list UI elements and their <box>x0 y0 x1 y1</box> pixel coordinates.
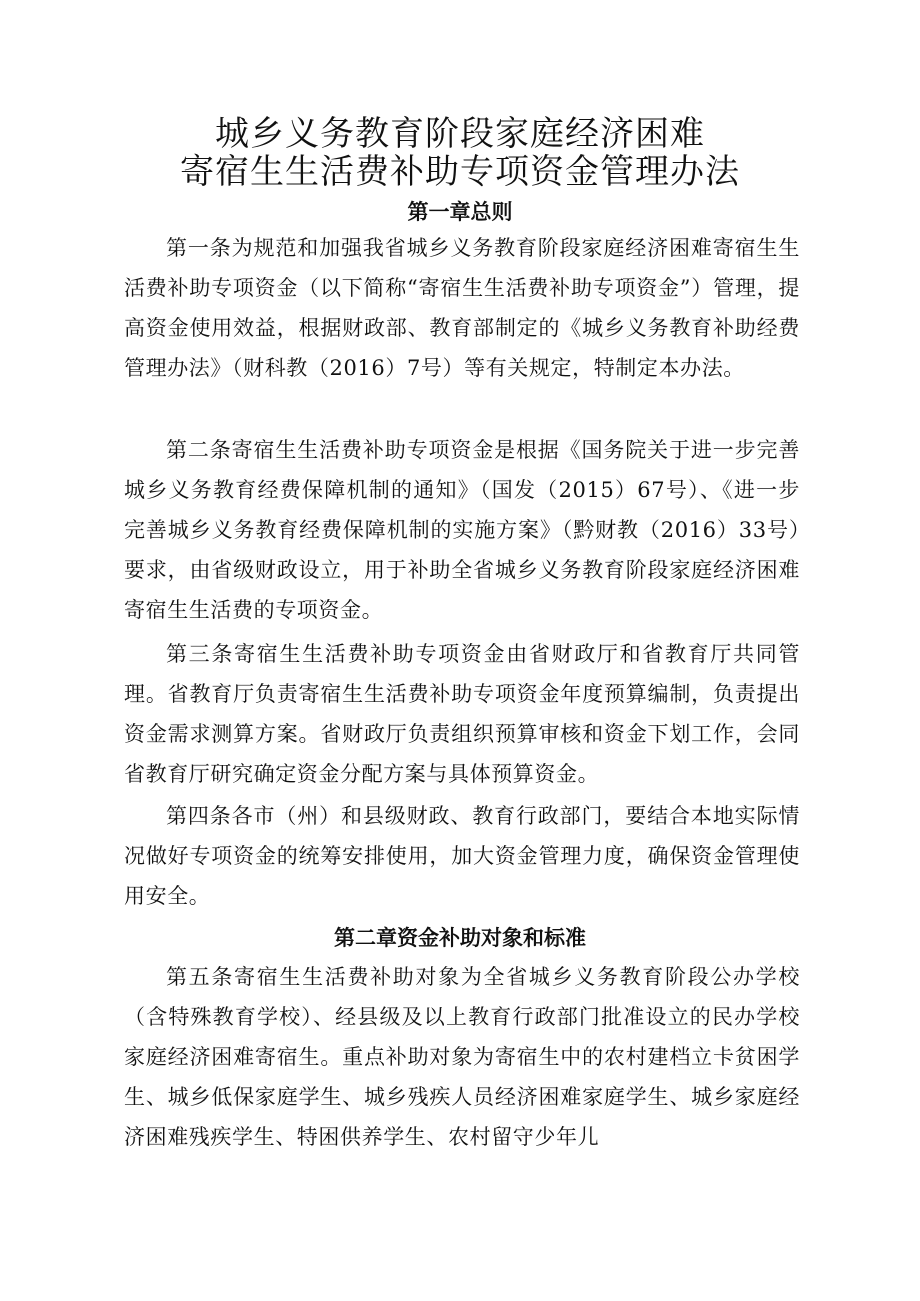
article-paragraph-3: 第三条寄宿生生活费补助专项资金由省财政厅和省教育厅共同管理。省教育厅负责寄宿生生活费补助专项资金年度预算编制，负责提出资金需求测算方案。省财政厅负责组织预算审核和资金下划工作，会同省教育厅研究确定资金分配方案与具体预算资金。 <box>124 642 800 786</box>
chapter-heading-1: 第一章总则 <box>407 200 513 224</box>
document-title-line2: 寄宿生生活费补助专项资金管理办法 <box>180 152 740 192</box>
article-paragraph-5: 第五条寄宿生生活费补助对象为全省城乡义务教育阶段公办学校（含特殊教育学校）、经县级及以上教育行政部门批准设立的民办学校家庭经济困难寄宿生。重点补助对象为寄宿生中的农村建档立卡贫困学生、城乡低保家庭学生、城乡残疾人员经济困难家庭学生、城乡家庭经济困难残疾学生、特困供养学生、农村留守少年儿 <box>124 965 800 1149</box>
chapter-heading-2: 第二章资金补助对象和标准 <box>334 926 586 950</box>
article-paragraph-2: 第二条寄宿生生活费补助专项资金是根据《国务院关于进一步完善城乡义务教育经费保障机制的通知》（国发（2015）67号）、《进一步完善城乡义务教育经费保障机制的实施方案》（黔财教（2016）33号）要求，由省级财政设立，用于补助全省城乡义务教育阶段家庭经济困难寄宿生生活费的专项资金。 <box>124 438 800 622</box>
article-paragraph-1: 第一条为规范和加强我省城乡义务教育阶段家庭经济困难寄宿生生活费补助专项资金（以下简称“寄宿生生活费补助专项资金”）管理，提高资金使用效益，根据财政部、教育部制定的《城乡义务教育补助经费管理办法》（财科教（2016）7号）等有关规定，特制定本办法。 <box>124 236 800 380</box>
article-paragraph-4: 第四条各市（州）和县级财政、教育行政部门，要结合本地实际情况做好专项资金的统筹安排使用，加大资金管理力度，确保资金管理使用安全。 <box>124 804 800 908</box>
document-title-line1: 城乡义务教育阶段家庭经济困难 <box>215 114 705 154</box>
